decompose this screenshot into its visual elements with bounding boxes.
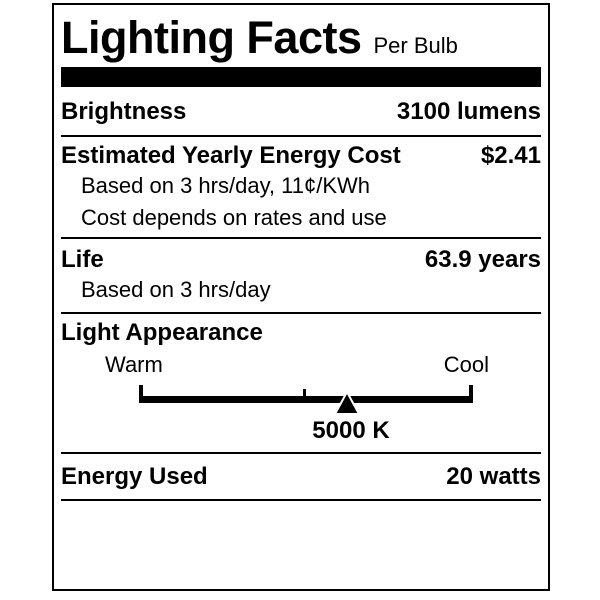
label-title: Lighting Facts bbox=[61, 12, 362, 63]
color-temperature-scale bbox=[139, 385, 473, 416]
label-subtitle: Per Bulb bbox=[373, 33, 458, 58]
light-appearance-label: Light Appearance bbox=[61, 319, 263, 346]
section-light-appearance bbox=[61, 314, 541, 454]
life-label: Life bbox=[61, 246, 104, 273]
scale-bar bbox=[139, 385, 473, 416]
life-value: 63.9 years bbox=[424, 246, 541, 273]
life-note-basis: Based on 3 hrs/day bbox=[81, 277, 271, 302]
energy-used-label: Energy Used bbox=[61, 463, 208, 490]
energy-cost-row bbox=[61, 142, 541, 170]
brightness-label: Brightness bbox=[61, 98, 187, 125]
scale-marker-triangle-icon bbox=[332, 390, 362, 416]
scale-cool-label: Cool bbox=[443, 352, 489, 377]
energy-used-value: 20 watts bbox=[446, 463, 541, 490]
energy-cost-note-basis: Based on 3 hrs/day, 11¢/KWh bbox=[81, 173, 371, 198]
color-temperature-value: 5000 K bbox=[312, 417, 390, 444]
brightness-value: 3100 lumens bbox=[396, 98, 541, 125]
title-separator-bar bbox=[61, 67, 541, 87]
energy-used-row bbox=[61, 463, 541, 491]
scale-warm-label: Warm bbox=[105, 352, 163, 377]
section-life bbox=[61, 239, 541, 314]
energy-cost-value: $2.41 bbox=[480, 142, 541, 169]
lighting-facts-label bbox=[52, 3, 550, 591]
section-energy-cost bbox=[61, 137, 541, 239]
brightness-row bbox=[61, 98, 541, 126]
label-header bbox=[61, 14, 541, 61]
warm-cool-row bbox=[61, 352, 541, 378]
energy-cost-label: Estimated Yearly Energy Cost bbox=[61, 142, 401, 169]
energy-cost-note-disclaimer: Cost depends on rates and use bbox=[81, 205, 387, 230]
section-energy-used bbox=[61, 454, 541, 501]
life-row bbox=[61, 246, 541, 274]
section-brightness bbox=[61, 87, 541, 137]
